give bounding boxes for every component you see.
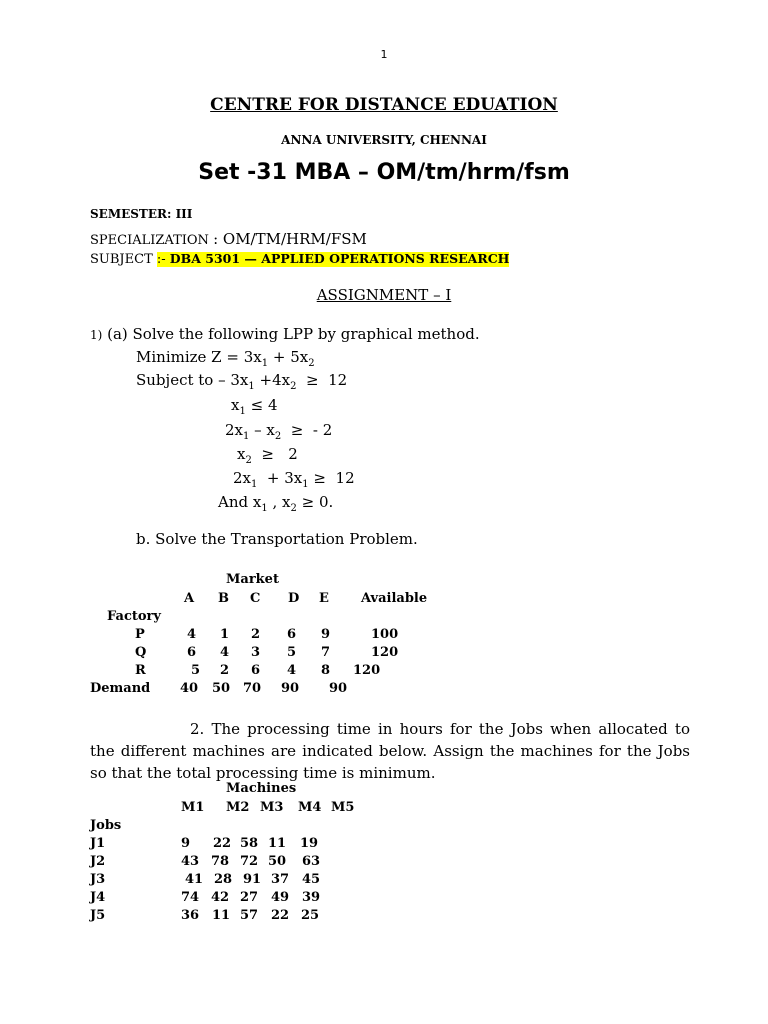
table-cell: 6: [251, 663, 261, 678]
table-cell: 57: [240, 908, 259, 923]
table-cell: 7: [321, 645, 331, 660]
row-label: J4: [90, 890, 106, 905]
spec-label: SPECIALIZATION: [90, 233, 209, 248]
row-label: J5: [90, 908, 106, 923]
table-cell: 22: [271, 908, 290, 923]
table-cell: 90: [329, 681, 348, 696]
table-cell: 28: [214, 872, 233, 887]
table-cell: 1: [220, 627, 230, 642]
column-header: M4: [298, 800, 322, 815]
table-cell: 43: [181, 854, 200, 869]
question-2-text: 2. The processing time in hours for the Jobs when allocated to the different machines are indicated below. Assign the machines for the Jobs so that the total processing time is minimum.: [90, 720, 690, 782]
jobs-label: Jobs: [90, 818, 122, 833]
table-cell: 91: [243, 872, 262, 887]
table-cell: 4: [287, 663, 297, 678]
table-cell: 74: [181, 890, 200, 905]
constraint-1: Subject to – $3x_1 +4x_2 \ge 12$: [136, 371, 348, 392]
non-negativity: And $x_1$ , $x_2 \ge 0$.: [218, 493, 334, 514]
table-cell: 8: [321, 663, 331, 678]
table-cell: 70: [243, 681, 262, 696]
subject-line: [90, 251, 509, 267]
table-cell: 50: [212, 681, 231, 696]
column-header: Available: [361, 591, 428, 606]
column-header: C: [250, 591, 261, 606]
table-cell: 3: [251, 645, 261, 660]
university-name: ANNA UNIVERSITY, CHENNAI: [281, 133, 487, 147]
table-cell: 5: [191, 663, 201, 678]
table-cell: 42: [211, 890, 230, 905]
column-header: M2: [226, 800, 250, 815]
table-cell: 41: [185, 872, 204, 887]
table-cell: 11: [212, 908, 231, 923]
table-cell: 22: [213, 836, 232, 851]
table-cell: 49: [271, 890, 290, 905]
table-cell: 6: [187, 645, 197, 660]
table-cell: 58: [240, 836, 259, 851]
constraint-2: $x_1 \le 4$: [231, 396, 278, 417]
row-label: J2: [90, 854, 106, 869]
table-cell: 2: [251, 627, 261, 642]
table-cell: 120: [371, 645, 399, 660]
table-cell: 37: [271, 872, 290, 887]
row-label: Q: [135, 645, 147, 660]
table-cell: 9: [321, 627, 331, 642]
semester-line: SEMESTER: III: [90, 207, 193, 221]
page-number: 1: [380, 48, 388, 61]
table-cell: 40: [180, 681, 199, 696]
table-cell: 78: [211, 854, 230, 869]
table-cell: 19: [300, 836, 319, 851]
assignment-title: ASSIGNMENT – I: [316, 286, 452, 304]
demand-label: Demand: [90, 681, 151, 696]
constraint-3: $2x_1 - x_2$ ≥ - 2: [225, 421, 333, 442]
question-number: 1): [90, 328, 103, 342]
table-cell: 90: [281, 681, 300, 696]
objective-function: Minimize $Z = 3x_1 + 5x_2$: [136, 348, 315, 369]
table-cell: 27: [240, 890, 259, 905]
set-heading: Set -31 MBA – OM/tm/hrm/fsm: [198, 160, 570, 185]
question-1a-text: (a) Solve the following LPP by graphical method.: [107, 325, 480, 343]
row-label: J3: [90, 872, 106, 887]
table-cell: 6: [287, 627, 297, 642]
table-cell: 9: [181, 836, 191, 851]
table-cell: 36: [181, 908, 200, 923]
constraint-5: $2x_1 + 3x_1 \ge 12$: [233, 469, 355, 490]
row-label: R: [135, 663, 146, 678]
table-cell: 72: [240, 854, 259, 869]
column-header: M3: [260, 800, 284, 815]
subject-separator: :-: [156, 252, 166, 267]
factory-label: Factory: [107, 609, 161, 624]
question-2: [90, 718, 690, 784]
table-cell: 4: [220, 645, 230, 660]
table-cell: 25: [301, 908, 320, 923]
table-cell: 4: [187, 627, 197, 642]
constraint-4: $x_2 \ge 2$: [237, 445, 298, 466]
centre-title: CENTRE FOR DISTANCE EDUATION: [210, 95, 558, 115]
specialization-line: [90, 230, 367, 248]
row-label: P: [135, 627, 145, 642]
machines-heading: Machines: [226, 781, 297, 796]
question-1a: [90, 325, 480, 343]
table-cell: 39: [302, 890, 321, 905]
table-cell: 2: [220, 663, 230, 678]
table-cell: 45: [302, 872, 321, 887]
subject-highlight: [157, 252, 510, 267]
question-1b: b. Solve the Transportation Problem.: [136, 530, 418, 548]
subject-label: SUBJECT: [90, 252, 153, 267]
row-label: J1: [90, 836, 106, 851]
market-heading: Market: [226, 572, 279, 587]
column-header: D: [288, 591, 300, 606]
table-cell: 50: [268, 854, 287, 869]
column-header: A: [184, 591, 195, 606]
table-cell: 63: [302, 854, 321, 869]
column-header: B: [218, 591, 229, 606]
subject-value: DBA 5301 — APPLIED OPERATIONS RESEARCH: [169, 251, 510, 266]
column-header: E: [319, 591, 329, 606]
table-cell: 100: [371, 627, 399, 642]
column-header: M1: [181, 800, 205, 815]
spec-value: : OM/TM/HRM/FSM: [213, 230, 367, 248]
column-header: M5: [331, 800, 355, 815]
table-cell: 11: [268, 836, 287, 851]
table-cell: 120: [353, 663, 381, 678]
table-cell: 5: [287, 645, 297, 660]
